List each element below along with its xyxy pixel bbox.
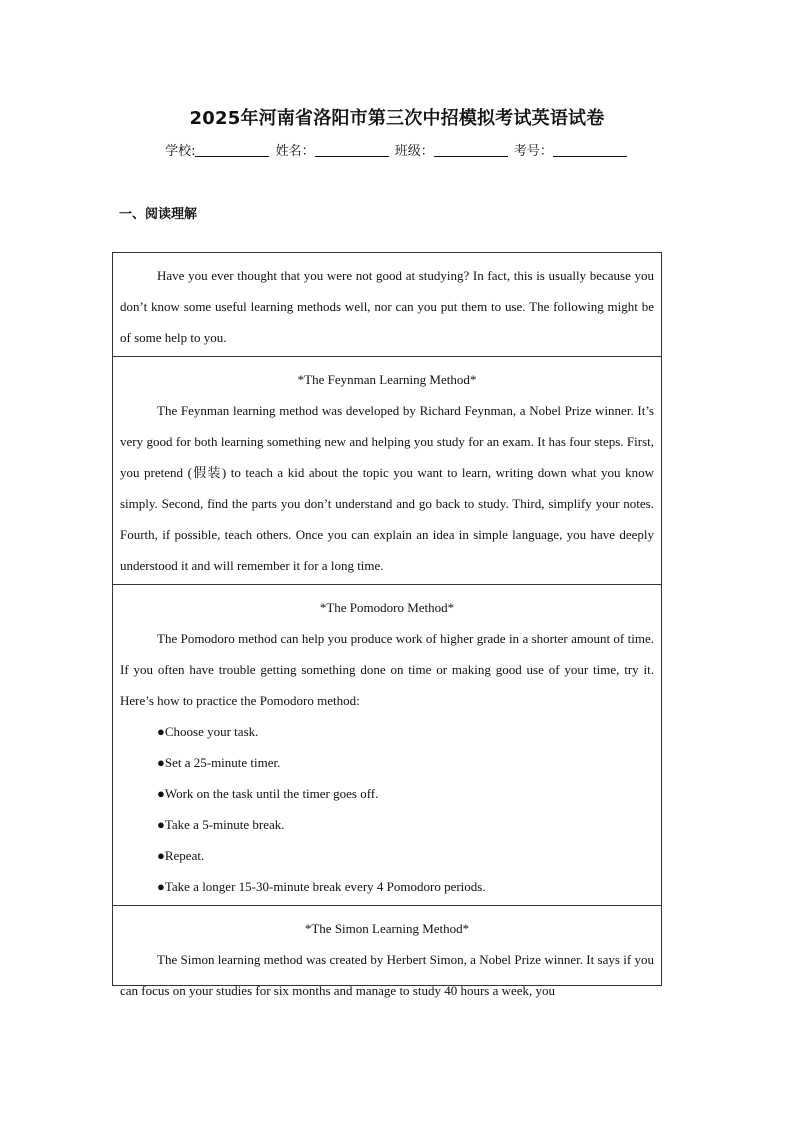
student-info-line xyxy=(0,140,794,159)
pomodoro-heading: *The Pomodoro Method* xyxy=(319,600,455,615)
reading-passage-table xyxy=(112,252,662,998)
pomodoro-step: ●Set a 25-minute timer. xyxy=(157,755,281,770)
pomodoro-paragraph: The Pomodoro method can help you produce work of higher grade in a shorter amount of time. If you often have trouble getting something done on time or making good use of your time, try it. Here’s how to practice the Pomodoro method: xyxy=(120,631,654,708)
section-heading-reading: 一、阅读理解 xyxy=(119,207,198,222)
pomodoro-step: ●Work on the task until the timer goes off. xyxy=(157,786,379,801)
class-blank[interactable] xyxy=(434,143,508,157)
exam-title: 2025年河南省洛阳市第三次中招模拟考试英语试卷 xyxy=(189,108,605,129)
school-label: 学校: xyxy=(165,144,196,159)
name-blank[interactable] xyxy=(315,143,389,157)
name-label: 姓名： xyxy=(275,144,315,159)
feynman-heading: *The Feynman Learning Method* xyxy=(297,372,477,387)
intro-cell xyxy=(113,253,661,357)
exam-number-label: 考号： xyxy=(513,144,553,159)
exam-number-blank[interactable] xyxy=(553,143,627,157)
intro-paragraph: Have you ever thought that you were not good at studying? In fact, this is usually because you don’t know some useful learning methods well, nor can you put them to use. The following might be of some help to you. xyxy=(120,268,654,345)
pomodoro-step: ●Take a longer 15-30-minute break every 4 Pomodoro periods. xyxy=(157,879,486,894)
simon-paragraph: The Simon learning method was created by Herbert Simon, a Nobel Prize winner. It says if you can focus on your studies for six months and manage to study 40 hours a week, you xyxy=(120,952,654,998)
feynman-cell xyxy=(113,357,661,585)
pomodoro-cell xyxy=(113,585,661,906)
pomodoro-step: ●Take a 5-minute break. xyxy=(157,817,285,832)
class-label: 班级： xyxy=(394,144,434,159)
feynman-paragraph: The Feynman learning method was developed by Richard Feynman, a Nobel Prize winner. It’s very good for both learning something new and helping you study for an exam. It has four steps. First, you pretend (假装) to teach a kid about the topic you want to learn, writing down what you know simply. Second, find the parts you don’t understand and go back to study. Third, simplify your notes. Fourth, if possible, teach others. Once you can explain an idea in simple language, you have deeply understood it and will remember it for a long time. xyxy=(120,403,654,573)
pomodoro-step: ●Choose your task. xyxy=(157,724,259,739)
pomodoro-step: ●Repeat. xyxy=(157,848,205,863)
simon-heading: *The Simon Learning Method* xyxy=(304,921,470,936)
simon-cell xyxy=(113,906,661,998)
school-blank[interactable] xyxy=(195,143,269,157)
